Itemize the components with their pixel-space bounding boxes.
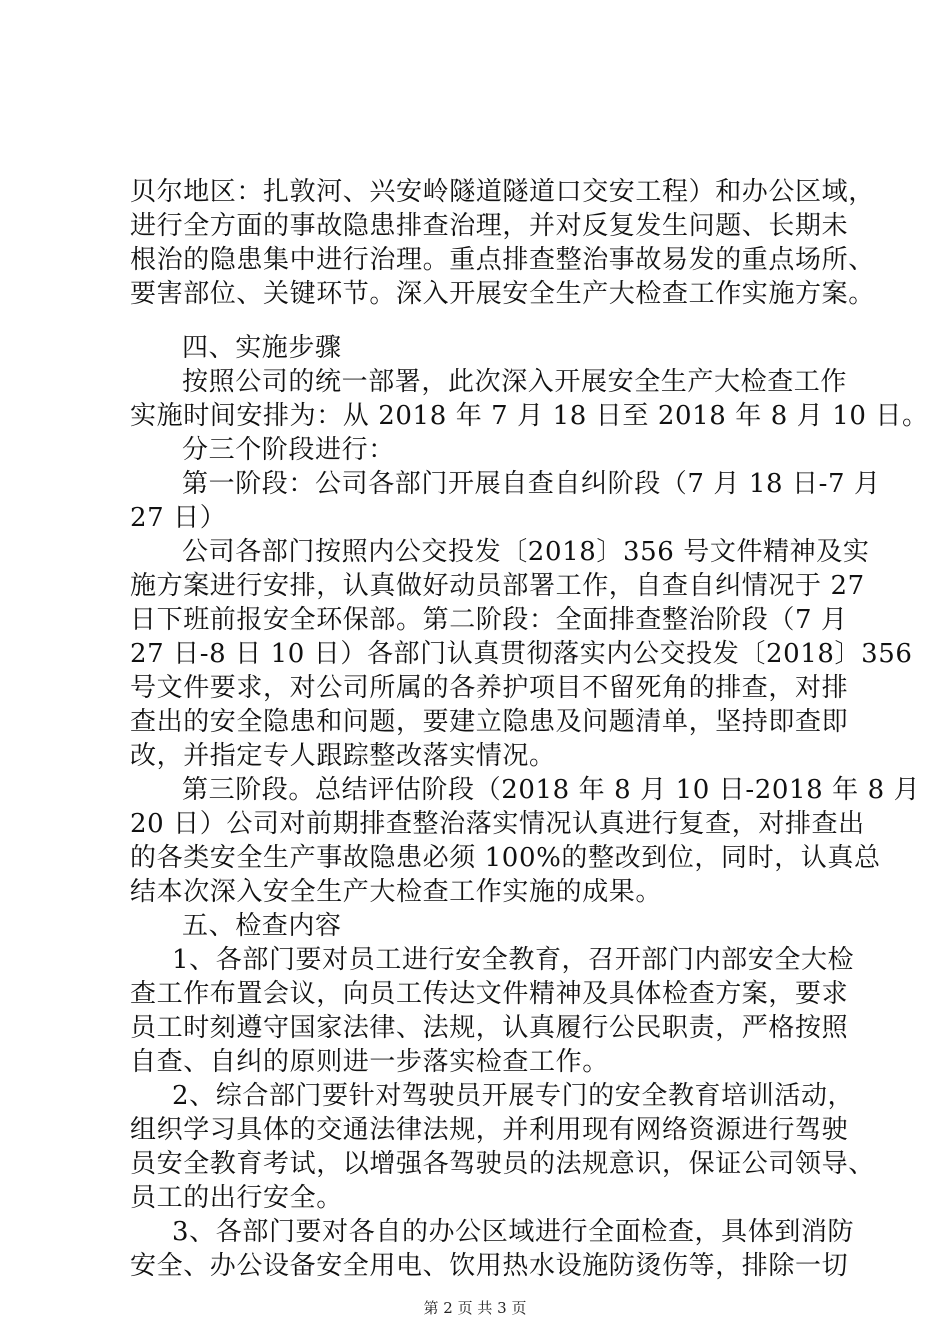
text-line: 1、各部门要对员工进行安全教育，召开部门内部安全大检	[172, 945, 855, 975]
text-line: 要害部位、关键环节。深入开展安全生产大检查工作实施方案。	[130, 279, 875, 309]
text-line: 员工的出行安全。	[130, 1183, 343, 1213]
text-line: 查工作布置会议，向员工传达文件精神及具体检查方案，要求	[130, 979, 849, 1009]
text-line: 第一阶段：公司各部门开展自查自纠阶段（7 月 18 日-7 月	[182, 469, 881, 499]
text-line: 根治的隐患集中进行治理。重点排查整治事故易发的重点场所、	[130, 245, 875, 275]
text-line: 自查、自纠的原则进一步落实检查工作。	[130, 1047, 609, 1077]
text-line: 结本次深入安全生产大检查工作实施的成果。	[130, 877, 663, 907]
text-line: 员安全教育考试，以增强各驾驶员的法规意识，保证公司领导、	[130, 1149, 875, 1179]
text-line: 改，并指定专人跟踪整改落实情况。	[130, 741, 556, 771]
text-line: 20 日）公司对前期排查整治落实情况认真进行复查，对排查出	[130, 809, 865, 839]
text-line: 第三阶段。总结评估阶段（2018 年 8 月 10 日-2018 年 8 月	[182, 775, 921, 805]
text-line: 按照公司的统一部署，此次深入开展安全生产大检查工作	[182, 367, 848, 397]
text-line: 分三个阶段进行：	[182, 435, 395, 465]
text-line: 员工时刻遵守国家法律、法规，认真履行公民职责，严格按照	[130, 1013, 849, 1043]
text-line: 公司各部门按照内公交投发〔2018〕356 号文件精神及实	[182, 537, 870, 567]
text-line: 2、综合部门要针对驾驶员开展专门的安全教育培训活动，	[172, 1081, 855, 1111]
text-line: 查出的安全隐患和问题，要建立隐患及问题清单，坚持即查即	[130, 707, 849, 737]
text-line: 27 日-8 日 10 日）各部门认真贯彻落实内公交投发〔2018〕356	[130, 639, 913, 669]
section-heading: 五、检查内容	[182, 911, 342, 941]
text-line: 组织学习具体的交通法律法规，并利用现有网络资源进行驾驶	[130, 1115, 849, 1145]
section-heading: 四、实施步骤	[182, 333, 342, 363]
text-line: 贝尔地区：扎敦河、兴安岭隧道隧道口交安工程）和办公区域，	[130, 177, 875, 207]
text-line: 安全、办公设备安全用电、饮用热水设施防烫伤等，排除一切	[130, 1251, 849, 1281]
text-line: 进行全方面的事故隐患排查治理，并对反复发生问题、长期未	[130, 211, 849, 241]
text-line: 号文件要求，对公司所属的各养护项目不留死角的排查，对排	[130, 673, 849, 703]
text-line: 的各类安全生产事故隐患必须 100%的整改到位，同时，认真总	[130, 843, 881, 873]
text-line: 施方案进行安排，认真做好动员部署工作，自查自纠情况于 27	[130, 571, 865, 601]
text-line: 实施时间安排为：从 2018 年 7 月 18 日至 2018 年 8 月 10 日。	[130, 401, 929, 431]
text-line: 27 日）	[130, 503, 227, 533]
text-line: 日下班前报安全环保部。第二阶段：全面排查整治阶段（7 月	[130, 605, 848, 635]
page-number-footer: 第 2 页 共 3 页	[423, 1299, 527, 1317]
text-line: 3、各部门要对各自的办公区域进行全面检查，具体到消防	[172, 1217, 855, 1247]
